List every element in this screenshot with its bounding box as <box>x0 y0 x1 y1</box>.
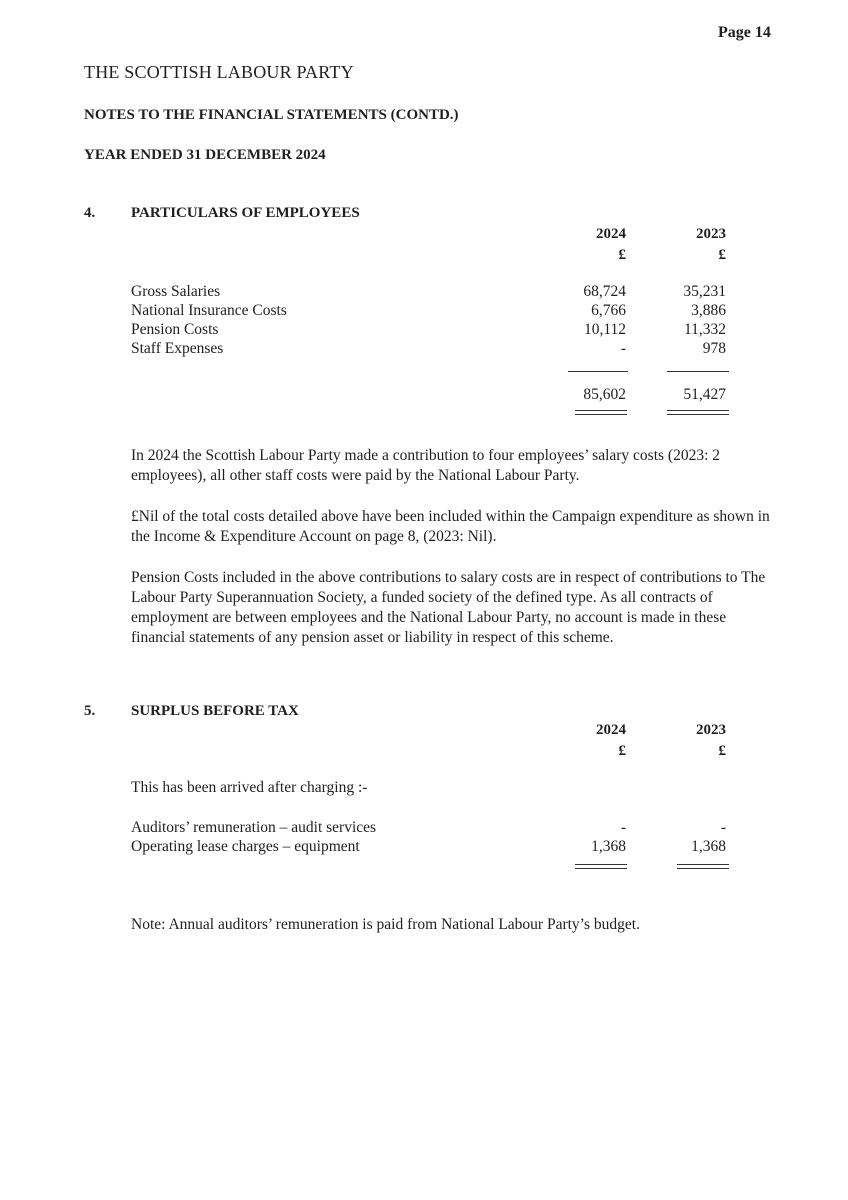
s4-row-value-2024: 68,724 <box>583 283 626 300</box>
period-heading: YEAR ENDED 31 DECEMBER 2024 <box>84 147 326 163</box>
s5-total-double-rule-2024 <box>575 864 627 869</box>
s4-paragraph-employees: In 2024 the Scottish Labour Party made a contribution to four employees’ salary costs (2023: 2 employees), all other staff costs were paid by the National Labour Party. <box>131 447 721 484</box>
section-5-title: SURPLUS BEFORE TAX <box>131 703 299 719</box>
s4-subtotal-rule-2024 <box>568 371 628 372</box>
s5-col-2024: 2024 <box>596 722 626 738</box>
s4-total-2024: 85,602 <box>583 386 626 403</box>
page-number: Page 14 <box>718 24 771 41</box>
s4-row-value-2024: 6,766 <box>591 302 626 319</box>
s4-col-2024: 2024 <box>596 226 626 242</box>
s5-total-double-rule-2023 <box>677 864 729 869</box>
s5-note: Note: Annual auditors’ remuneration is paid from National Labour Party’s budget. <box>131 916 640 933</box>
s4-total-2023: 51,427 <box>683 386 726 403</box>
s4-subtotal-rule-2023 <box>667 371 729 372</box>
s5-row-value-2024: - <box>620 819 626 836</box>
organisation-title: THE SCOTTISH LABOUR PARTY <box>84 62 354 82</box>
s4-total-double-rule-2023 <box>667 410 729 415</box>
s4-row-value-2023: 35,231 <box>683 283 726 300</box>
notes-heading: NOTES TO THE FINANCIAL STATEMENTS (CONTD.) <box>84 107 459 123</box>
s4-row-label: Staff Expenses <box>131 340 224 357</box>
s4-row-label: Gross Salaries <box>131 283 221 300</box>
s4-paragraph-pension: Pension Costs included in the above contributions to salary costs are in respect of contributions to The Labour Party Superannuation Society, a funded society of the defined type. As all contracts of employment are between employees and the National Labour Party, no account is made in these financial statements of any pension asset or liability in respect of this scheme. <box>131 569 766 646</box>
s5-row-value-2024: 1,368 <box>591 838 626 855</box>
s5-currency-2023: £ <box>718 743 726 759</box>
s4-row-value-2024: - <box>620 340 626 357</box>
s4-row-label: National Insurance Costs <box>131 302 287 319</box>
s4-currency-2024: £ <box>618 247 626 263</box>
section-5-number: 5. <box>84 703 96 719</box>
s4-row-value-2023: 978 <box>702 340 726 357</box>
section-4-number: 4. <box>84 205 96 221</box>
s4-paragraph-campaign: £Nil of the total costs detailed above have been included within the Campaign expenditure as shown in the Income & Expenditure Account on page 8, (2023: Nil). <box>131 508 770 545</box>
s5-currency-2024: £ <box>618 743 626 759</box>
s4-currency-2023: £ <box>718 247 726 263</box>
s5-row-label: Auditors’ remuneration – audit services <box>131 819 377 836</box>
section-4-title: PARTICULARS OF EMPLOYEES <box>131 205 360 221</box>
s5-row-label: Operating lease charges – equipment <box>131 838 360 855</box>
s4-row-value-2023: 11,332 <box>683 321 726 338</box>
s4-row-label: Pension Costs <box>131 321 219 338</box>
s4-row-value-2023: 3,886 <box>691 302 726 319</box>
s5-col-2023: 2023 <box>696 722 726 738</box>
s4-row-value-2024: 10,112 <box>583 321 626 338</box>
s4-total-double-rule-2024 <box>575 410 627 415</box>
s5-intro: This has been arrived after charging :- <box>131 779 368 796</box>
s4-col-2023: 2023 <box>696 226 726 242</box>
s5-row-value-2023: - <box>720 819 726 836</box>
s5-row-value-2023: 1,368 <box>691 838 726 855</box>
